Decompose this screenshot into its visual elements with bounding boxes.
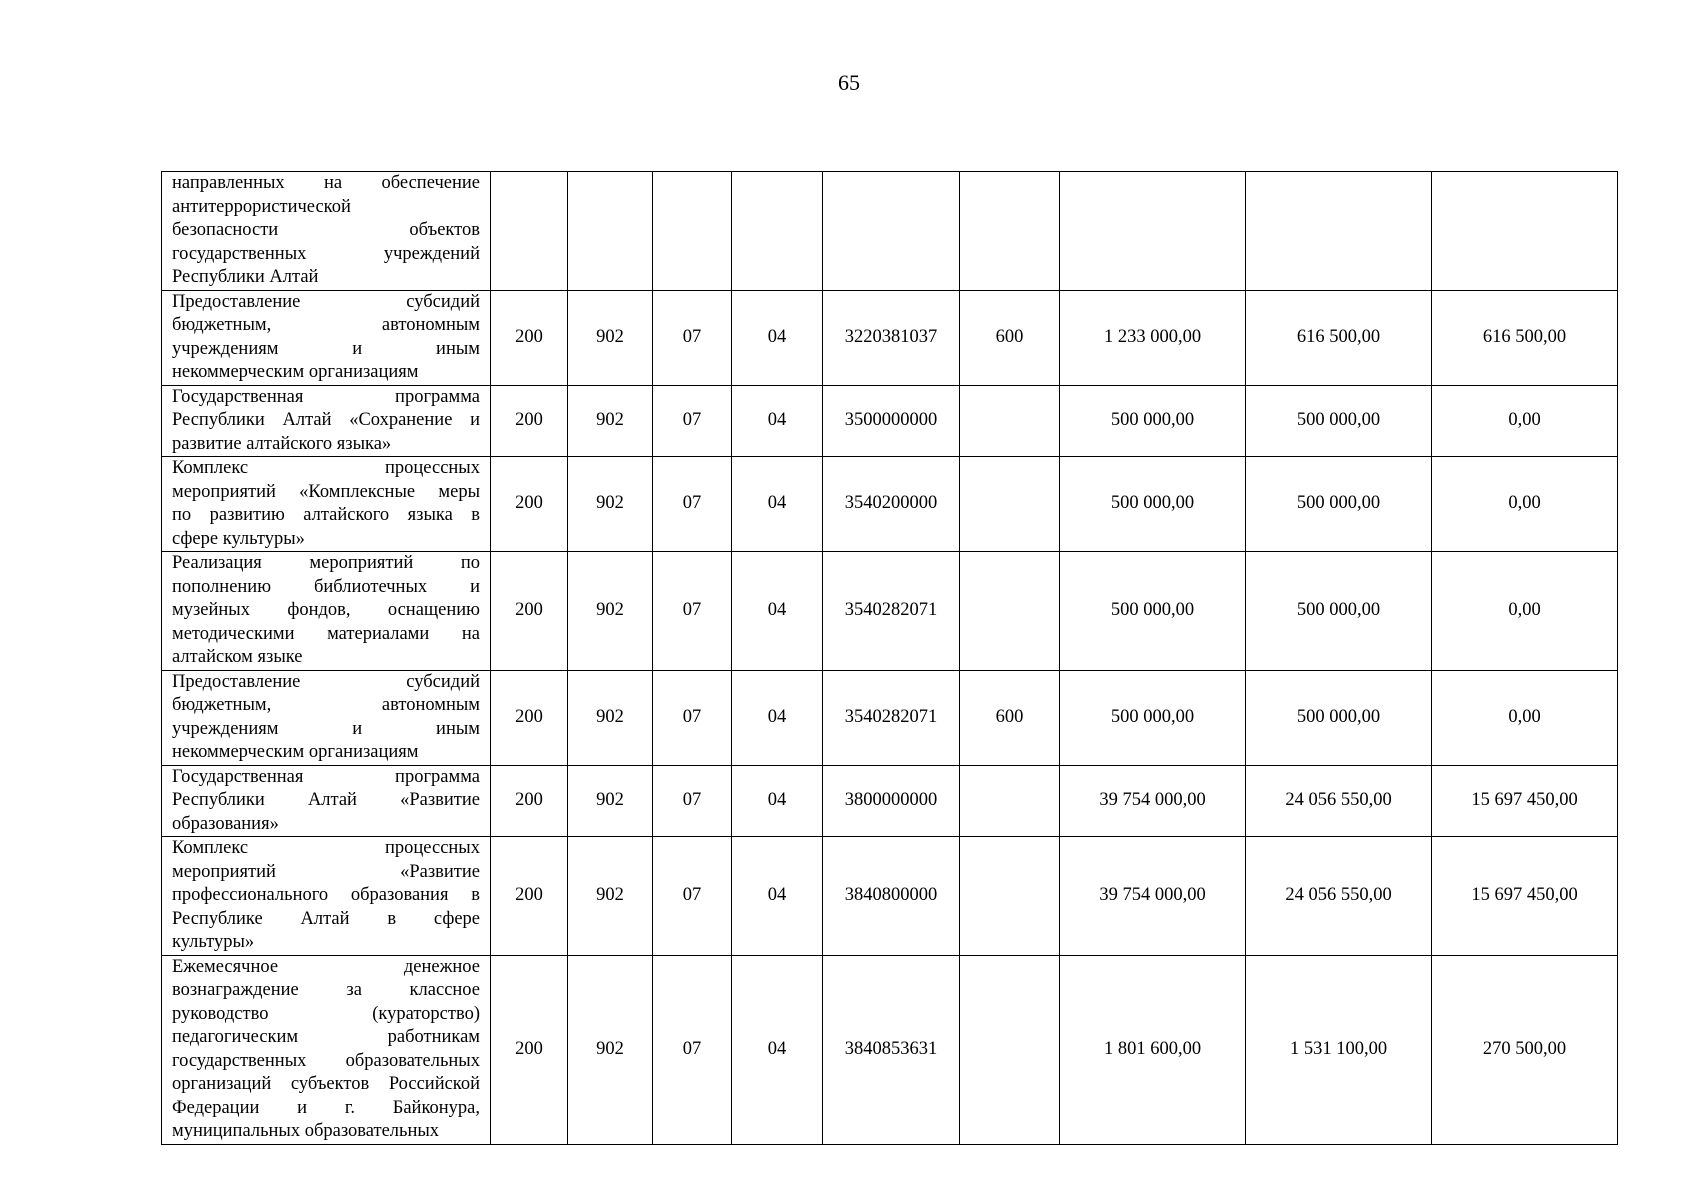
subsection-cell: 04 xyxy=(732,955,823,1144)
code-cell: 200 xyxy=(491,457,568,552)
row-description xyxy=(162,552,491,671)
description-line: Республики Алтай xyxy=(172,267,319,287)
section-cell xyxy=(653,172,732,291)
code-cell: 200 xyxy=(491,837,568,956)
row-description xyxy=(162,385,491,457)
target-article-cell xyxy=(823,172,960,291)
section-cell: 07 xyxy=(653,955,732,1144)
description-line: государственных образовательных xyxy=(172,1050,480,1071)
expense-type-cell: 600 xyxy=(960,290,1060,385)
description-line: безопасности объектов xyxy=(172,220,480,240)
amount-total-cell: 39 754 000,00 xyxy=(1060,837,1246,956)
amount-cell: 0,00 xyxy=(1432,457,1618,552)
description-line: организаций субъектов Российской xyxy=(172,1074,480,1094)
row-description xyxy=(162,457,491,552)
description-line: Предоставление субсидий xyxy=(172,291,480,312)
amount-cell: 15 697 450,00 xyxy=(1432,765,1618,837)
description-line: педагогическим работникам xyxy=(172,1027,480,1047)
section-cell: 07 xyxy=(653,552,732,671)
amount-cell: 500 000,00 xyxy=(1246,670,1432,765)
target-article-cell: 3540282071 xyxy=(823,552,960,671)
description-line: бюджетным, автономным xyxy=(172,695,480,715)
ministry-code-cell xyxy=(568,172,653,291)
amount-cell: 0,00 xyxy=(1432,552,1618,671)
section-cell: 07 xyxy=(653,670,732,765)
section-cell: 07 xyxy=(653,385,732,457)
section-cell: 07 xyxy=(653,290,732,385)
code-cell: 200 xyxy=(491,765,568,837)
section-cell: 07 xyxy=(653,765,732,837)
subsection-cell: 04 xyxy=(732,552,823,671)
code-cell xyxy=(491,172,568,291)
amount-total-cell: 500 000,00 xyxy=(1060,552,1246,671)
amount-total-cell: 500 000,00 xyxy=(1060,385,1246,457)
description-line: антитеррористической xyxy=(172,196,351,217)
amount-cell: 616 500,00 xyxy=(1432,290,1618,385)
description-line: мероприятий «Развитие xyxy=(172,861,480,882)
expense-type-cell xyxy=(960,172,1060,291)
description-line: методическими материалами на xyxy=(172,623,480,644)
row-description xyxy=(162,172,491,291)
target-article-cell: 3540282071 xyxy=(823,670,960,765)
table-row xyxy=(162,765,1618,837)
subsection-cell: 04 xyxy=(732,457,823,552)
description-line: направленных на обеспечение xyxy=(172,173,480,193)
subsection-cell: 04 xyxy=(732,837,823,956)
row-description xyxy=(162,670,491,765)
code-cell: 200 xyxy=(491,385,568,457)
table-row xyxy=(162,552,1618,671)
subsection-cell: 04 xyxy=(732,385,823,457)
target-article-cell: 3840853631 xyxy=(823,955,960,1144)
row-description xyxy=(162,290,491,385)
amount-cell: 500 000,00 xyxy=(1246,552,1432,671)
amount-cell xyxy=(1432,172,1618,291)
page-number: 65 xyxy=(838,70,860,95)
table-row xyxy=(162,457,1618,552)
description-line: Республике Алтай в сфере xyxy=(172,908,480,929)
amount-total-cell: 500 000,00 xyxy=(1060,670,1246,765)
description-line: Республики Алтай «Сохранение и xyxy=(172,410,480,430)
ministry-code-cell: 902 xyxy=(568,385,653,457)
expense-type-cell xyxy=(960,955,1060,1144)
description-line: руководство (кураторство) xyxy=(172,1003,480,1024)
amount-cell: 24 056 550,00 xyxy=(1246,837,1432,956)
description-line: культуры» xyxy=(172,932,255,952)
description-line: вознаграждение за классное xyxy=(172,980,480,1000)
description-line: Республики Алтай «Развитие xyxy=(172,790,480,810)
description-line: мероприятий «Комплексные меры xyxy=(172,481,480,502)
description-line: алтайском языке xyxy=(172,647,303,667)
ministry-code-cell: 902 xyxy=(568,552,653,671)
target-article-cell: 3840800000 xyxy=(823,837,960,956)
amount-total-cell: 1 233 000,00 xyxy=(1060,290,1246,385)
description-line: Предоставление субсидий xyxy=(172,671,480,692)
target-article-cell: 3800000000 xyxy=(823,765,960,837)
description-line: учреждениям и иным xyxy=(172,338,480,359)
target-article-cell: 3220381037 xyxy=(823,290,960,385)
expense-type-cell xyxy=(960,457,1060,552)
target-article-cell: 3500000000 xyxy=(823,385,960,457)
expense-type-cell xyxy=(960,385,1060,457)
description-line: Реализация мероприятий по xyxy=(172,553,480,573)
ministry-code-cell: 902 xyxy=(568,837,653,956)
ministry-code-cell: 902 xyxy=(568,670,653,765)
description-line: по развитию алтайского языка в xyxy=(172,505,480,525)
description-line: некоммерческим организациям xyxy=(172,742,419,762)
expense-type-cell xyxy=(960,765,1060,837)
description-line: бюджетным, автономным xyxy=(172,315,480,335)
description-line: некоммерческим организациям xyxy=(172,362,419,382)
amount-cell: 0,00 xyxy=(1432,670,1618,765)
amount-total-cell: 39 754 000,00 xyxy=(1060,765,1246,837)
table-row xyxy=(162,837,1618,956)
section-cell: 07 xyxy=(653,837,732,956)
target-article-cell: 3540200000 xyxy=(823,457,960,552)
description-line: музейных фондов, оснащению xyxy=(172,600,480,620)
amount-cell: 15 697 450,00 xyxy=(1432,837,1618,956)
amount-cell: 1 531 100,00 xyxy=(1246,955,1432,1144)
description-line: Государственная программа xyxy=(172,766,480,787)
amount-cell: 0,00 xyxy=(1432,385,1618,457)
subsection-cell: 04 xyxy=(732,290,823,385)
amount-cell: 616 500,00 xyxy=(1246,290,1432,385)
table-row xyxy=(162,670,1618,765)
expense-type-cell: 600 xyxy=(960,670,1060,765)
table-row xyxy=(162,955,1618,1144)
row-description xyxy=(162,765,491,837)
description-line: пополнению библиотечных и xyxy=(172,576,480,597)
code-cell: 200 xyxy=(491,552,568,671)
amount-total-cell xyxy=(1060,172,1246,291)
amount-cell: 500 000,00 xyxy=(1246,457,1432,552)
description-line: Ежемесячное денежное xyxy=(172,956,480,977)
row-description xyxy=(162,955,491,1144)
description-line: Комплекс процессных xyxy=(172,458,480,478)
ministry-code-cell: 902 xyxy=(568,457,653,552)
row-description xyxy=(162,837,491,956)
ministry-code-cell: 902 xyxy=(568,290,653,385)
amount-total-cell: 1 801 600,00 xyxy=(1060,955,1246,1144)
code-cell: 200 xyxy=(491,955,568,1144)
table-row xyxy=(162,172,1618,291)
code-cell: 200 xyxy=(491,290,568,385)
amount-total-cell: 500 000,00 xyxy=(1060,457,1246,552)
description-line: профессионального образования в xyxy=(172,885,480,905)
description-line: государственных учреждений xyxy=(172,243,480,264)
ministry-code-cell: 902 xyxy=(568,955,653,1144)
description-line: сфере культуры» xyxy=(172,528,305,549)
description-line: образования» xyxy=(172,813,279,834)
amount-cell: 270 500,00 xyxy=(1432,955,1618,1144)
budget-table xyxy=(161,171,1618,1145)
ministry-code-cell: 902 xyxy=(568,765,653,837)
table-body xyxy=(162,172,1618,1145)
description-line: Комплекс процессных xyxy=(172,838,480,858)
expense-type-cell xyxy=(960,837,1060,956)
description-line: учреждениям и иным xyxy=(172,718,480,739)
description-line: муниципальных образовательных xyxy=(172,1121,440,1141)
subsection-cell xyxy=(732,172,823,291)
description-line: Федерации и г. Байконура, xyxy=(172,1097,480,1118)
amount-cell xyxy=(1246,172,1432,291)
code-cell: 200 xyxy=(491,670,568,765)
table-row xyxy=(162,385,1618,457)
table-row xyxy=(162,290,1618,385)
subsection-cell: 04 xyxy=(732,670,823,765)
description-line: Государственная программа xyxy=(172,386,480,407)
expense-type-cell xyxy=(960,552,1060,671)
section-cell: 07 xyxy=(653,457,732,552)
description-line: развитие алтайского языка» xyxy=(172,433,392,454)
amount-cell: 24 056 550,00 xyxy=(1246,765,1432,837)
amount-cell: 500 000,00 xyxy=(1246,385,1432,457)
subsection-cell: 04 xyxy=(732,765,823,837)
